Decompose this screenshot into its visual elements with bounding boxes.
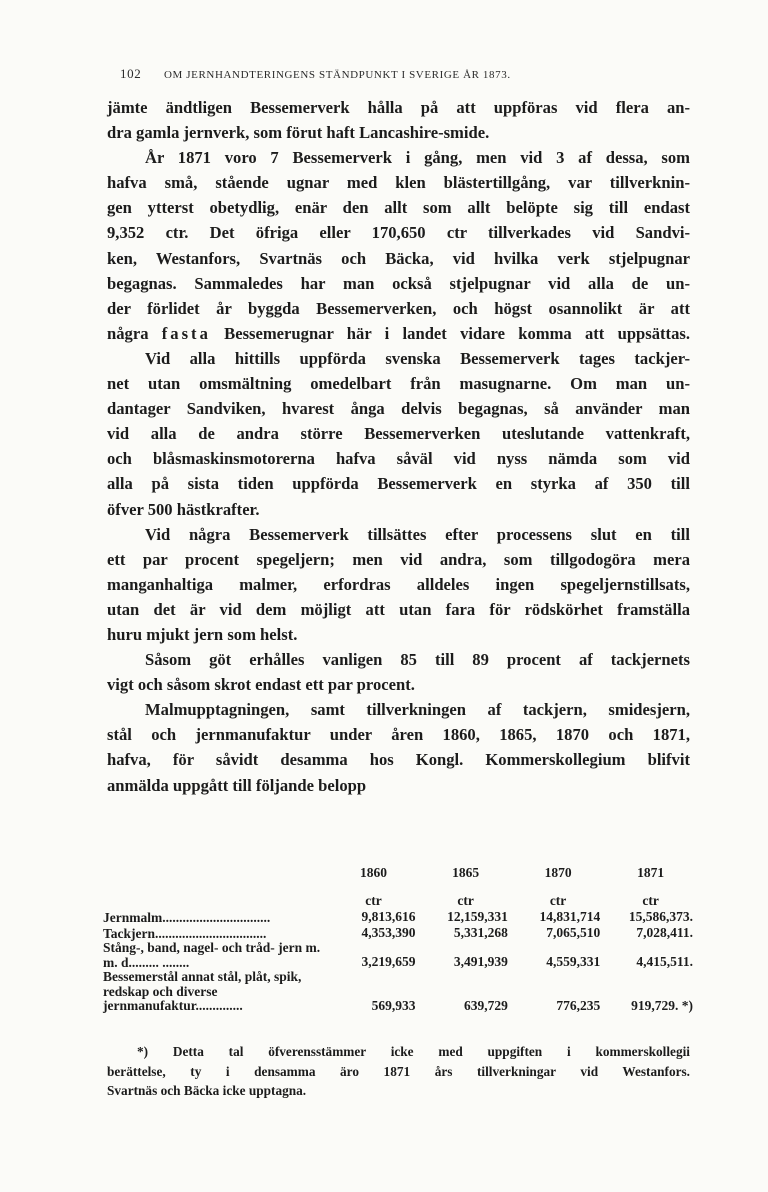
- cell-value: 7,065,510: [546, 925, 601, 940]
- paragraph: [107, 346, 690, 522]
- unit-header: ctr: [549, 893, 567, 908]
- text-line: ken, Westanfors, Svartnäs och Bäcka, vid hvilka verk stjelpugnar: [107, 248, 690, 268]
- year-header: 1865: [452, 865, 480, 880]
- cell-value: 776,235: [556, 997, 601, 1013]
- row-label: Bessemerstål annat stål, plåt, spik, redskap och diverse jernmanufaktur..............: [103, 969, 302, 1013]
- cell-value: 4,415,511.: [636, 954, 693, 969]
- unit-header: ctr: [365, 893, 382, 908]
- row-label: Tackjern.................................: [103, 925, 267, 941]
- cell-value: 3,219,659: [361, 954, 416, 969]
- text-line: 9,352 ctr. Det öfriga eller 170,650 ctr tillverkades vid Sandvi-: [107, 223, 690, 243]
- page-number: 102: [120, 66, 142, 81]
- paragraph: [107, 647, 690, 697]
- table-row: [103, 970, 697, 1014]
- cell-value: 3,491,939: [453, 954, 508, 969]
- text-line: utan det är vid dem möjligt att utan fara för rödskörhet framställa: [107, 599, 690, 619]
- text-line: begagnas. Sammaledes har man också stjelpugnar vid alla de un-: [107, 273, 690, 293]
- text-line: vid alla de andra större Bessemerverken uteslutande vattenkraft,: [107, 424, 690, 444]
- cell-value: 569,933: [371, 997, 416, 1013]
- text-line: År 1871 voro 7 Bessemerverk i gång, men vid 3 af dessa, som: [145, 148, 690, 168]
- spaced-emphasis: fasta: [161, 323, 211, 343]
- footnote-line: berättelse, ty i densamma äro 1871 års tillverkningar vid Westanfors.: [107, 1063, 690, 1079]
- text-line: Vid några Bessemerverk tillsättes efter processens slut en till: [145, 524, 690, 544]
- running-title: OM JERNHANDTERINGENS STÄNDPUNKT I SVERIGE ÅR 1873.: [164, 69, 511, 81]
- text-line: Malmupptagningen, samt tillverkningen af tackjern, smidesjern,: [145, 700, 690, 720]
- table-header-units: [103, 881, 697, 909]
- text-fragment: Bessemerugnar här i landet vidare komma att uppsättas.: [210, 323, 690, 343]
- body-text: [107, 95, 690, 798]
- table-corner: [103, 857, 328, 881]
- year-header: 1870: [544, 865, 572, 880]
- text-line: hafva, för såvidt desamma hos Kongl. Kommerskollegium blifvit: [107, 750, 690, 770]
- text-line: och blåsmaskinsmotorerna hafva såväl vid nyss nämda som vid: [107, 449, 690, 469]
- cell-value: 639,729: [463, 997, 508, 1013]
- text-line: [107, 321, 690, 346]
- paragraph: [107, 145, 690, 346]
- text-line: anmälda uppgått till följande belopp: [107, 775, 367, 795]
- text-line: dra gamla jernverk, som förut haft Lancashire-smide.: [107, 123, 490, 143]
- cell-value: 7,028,411.: [636, 925, 693, 940]
- table-header-years: [103, 857, 697, 881]
- text-line: Såsom göt erhålles vanligen 85 till 89 procent af tackjernets: [145, 650, 690, 670]
- text-line: gen ytterst obetydlig, enär den allt som allt belöpte sig till endast: [107, 198, 690, 218]
- text-line: alla på sista tiden uppförda Bessemerverk en styrka af 350 till: [107, 474, 690, 494]
- table-row: [103, 925, 697, 941]
- unit-header: ctr: [457, 893, 474, 908]
- text-line: vigt och såsom skrot endast ett par procent.: [107, 675, 415, 695]
- text-line: net utan omsmältning omedelbart från masugnarne. Om man un-: [107, 374, 690, 394]
- cell-value: 15,586,373.: [628, 909, 693, 924]
- production-table: [103, 857, 697, 1014]
- text-line: der förlidet år byggda Bessemerverken, och högst osannolikt är att: [107, 298, 690, 318]
- text-line: hafva små, stående ugnar med klen blästertillgång, var tillverknin-: [107, 173, 690, 193]
- row-label: Jernmalm................................: [103, 909, 271, 925]
- text-line: dantager Sandviken, hvarest ånga delvis begagnas, så använder man: [107, 399, 690, 419]
- table-row: [103, 941, 697, 970]
- cell-value: 4,559,331: [546, 954, 601, 969]
- cell-value: 919,729. *): [631, 997, 693, 1013]
- paragraph: [107, 697, 690, 797]
- year-header: 1860: [360, 865, 388, 880]
- cell-value: 9,813,616: [361, 909, 416, 924]
- cell-value: 4,353,390: [361, 925, 416, 940]
- cell-value: 12,159,331: [447, 909, 508, 924]
- text-line: ett par procent spegeljern; men vid andra, som tillgodogöra mera: [107, 549, 690, 569]
- footnote-line: Svartnäs och Bäcka icke upptagna.: [107, 1083, 307, 1098]
- unit-header: ctr: [642, 893, 659, 908]
- cell-value: 14,831,714: [539, 909, 601, 924]
- text-line: huru mjukt jern som helst.: [107, 624, 298, 644]
- cell-value: 5,331,268: [453, 925, 508, 940]
- table-row: [103, 909, 697, 925]
- row-label: Stång-, band, nagel- och tråd- jern m. m. d......... ........: [103, 940, 321, 970]
- text-fragment: några: [107, 323, 162, 343]
- text-line: manganhaltiga malmer, erfordras alldeles ingen spegeljernstillsats,: [107, 574, 690, 594]
- text-line: stål och jernmanufaktur under åren 1860, 1865, 1870 och 1871,: [107, 725, 690, 745]
- text-line: jämte ändtligen Bessemerverk hålla på att uppföras vid flera an-: [107, 98, 690, 117]
- footnote: [107, 1042, 690, 1101]
- year-header: 1871: [637, 865, 665, 880]
- table-corner: [103, 881, 328, 909]
- text-line: öfver 500 hästkrafter.: [107, 499, 260, 519]
- paragraph: [107, 522, 690, 647]
- running-header: [120, 66, 660, 82]
- footnote-line: *) Detta tal öfverensstämmer icke med uppgiften i kommerskollegii: [137, 1044, 690, 1059]
- text-line: Vid alla hittills uppförda svenska Bessemerverk tages tackjer-: [145, 348, 690, 368]
- paragraph: [107, 95, 690, 145]
